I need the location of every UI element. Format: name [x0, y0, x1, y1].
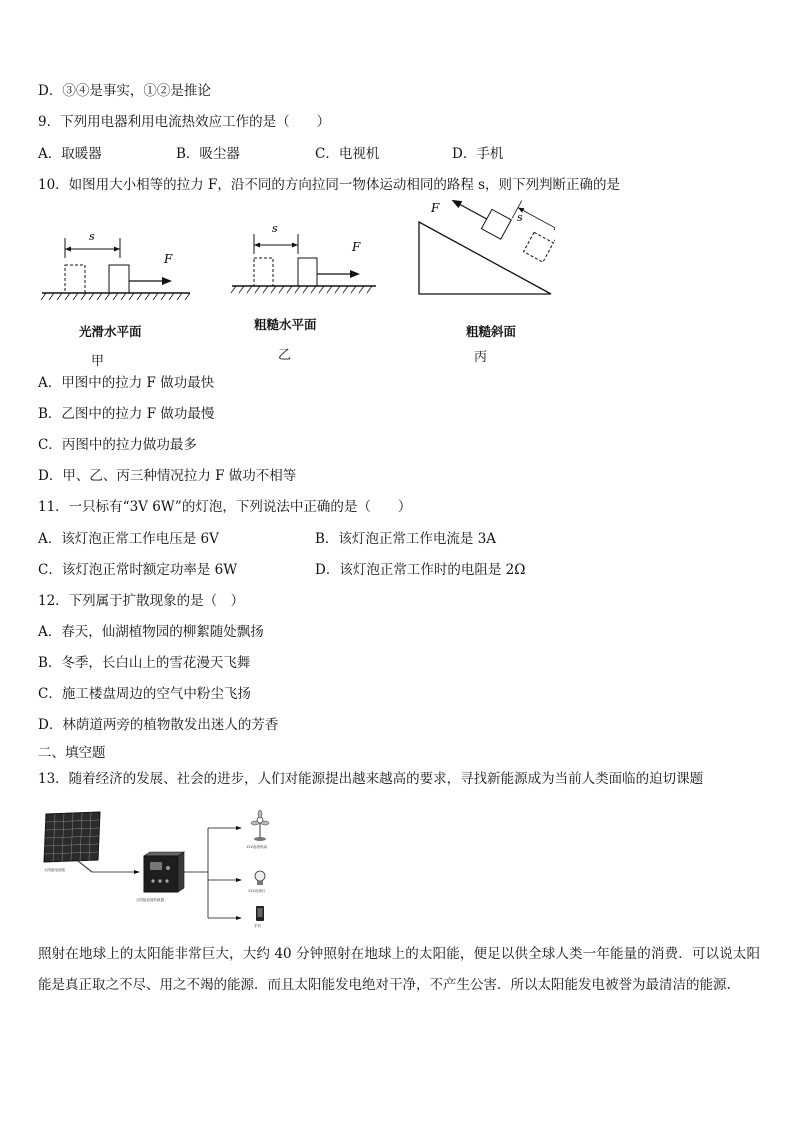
q8-option-d: D．③④是事实，①②是推论 [38, 83, 211, 99]
section-fill-in-heading: 二、填空题 [38, 745, 106, 761]
figure-jia-label: 甲 [91, 354, 105, 369]
q9-option-a: A．取暖器 [38, 146, 102, 162]
q11-stem: 11．一只标有“3V 6W”的灯泡，下列说法中正确的是（ ） [38, 499, 412, 515]
bulb-icon [255, 871, 265, 885]
figure-yi-caption: 粗糙水平面 [254, 317, 317, 332]
q12-stem: 12．下列属于扩散现象的是（ ） [38, 593, 245, 609]
figure-yi [230, 220, 380, 300]
bing-s-label: s [517, 211, 523, 224]
load-fan-label: 12V直流风扇 [246, 845, 267, 849]
figure-bing [415, 198, 555, 298]
phone-icon [256, 906, 264, 921]
yi-f-label: F [352, 240, 361, 254]
fan-icon [251, 810, 269, 841]
q11-option-b: B．该灯泡正常工作电流是 3A [315, 531, 497, 547]
q11-option-c: C．该灯泡正常时额定功率是 6W [38, 562, 238, 578]
figure-bing-caption: 粗糙斜面 [466, 324, 517, 339]
q11-option-d: D．该灯泡正常工作时的电阻是 2Ω [315, 562, 526, 578]
load-phone-label: 手机 [254, 924, 261, 928]
figure-jia-caption: 光滑水平面 [79, 324, 142, 339]
controller-label: 太阳能直流转换器 [136, 898, 164, 902]
yi-s-label: s [272, 222, 278, 235]
q9-option-c: C．电视机 [315, 146, 380, 162]
q10-stem: 10．如图用大小相等的拉力 F，沿不同的方向拉同一物体运动相同的路程 s，则下列判断正确的是 [38, 177, 621, 193]
q10-option-a: A．甲图中的拉力 F 做功最快 [38, 375, 215, 391]
q9-option-b: B．吸尘器 [176, 146, 240, 162]
figure-jia [38, 218, 198, 308]
q10-option-c: C．丙图中的拉力做功最多 [38, 437, 197, 453]
q13-stem: 13．随着经济的发展、社会的进步，人们对能源提出越来越高的要求，寻找新能源成为当前人类面临的迫切课题 [38, 771, 704, 787]
q9-option-d: D．手机 [452, 146, 504, 162]
controller-box-icon [144, 852, 184, 892]
q12-option-a: A．春天，仙湖植物园的柳絮随处飘扬 [38, 624, 264, 640]
load-lamp-label: 12V直流灯 [248, 889, 266, 893]
q9-stem: 9．下列用电器利用电流热效应工作的是（ ） [38, 114, 331, 130]
figure-solar-system [38, 808, 318, 930]
panel-label: 太阳能电池板 [44, 868, 65, 872]
q11-option-a: A．该灯泡正常工作电压是 6V [38, 531, 219, 547]
jia-f-label: F [164, 252, 173, 266]
q12-option-d: D．林荫道两旁的植物散发出迷人的芳香 [38, 717, 279, 733]
q10-option-b: B．乙图中的拉力 F 做功最慢 [38, 406, 215, 422]
q10-option-d: D．甲、乙、丙三种情况拉力 F 做功不相等 [38, 468, 297, 484]
figure-bing-label: 丙 [474, 350, 488, 365]
jia-s-label: s [89, 230, 95, 243]
bing-f-label: F [431, 201, 440, 215]
q13-paragraph: 照射在地球上的太阳能非常巨大，大约 40 分钟照射在地球上的太阳能，便足以供全球人类一年能量的消费．可以说太阳能是真正取之不尽、用之不竭的能源．而且太阳能发电绝对干净，不产生公害．所以太阳能发电被誉为最清洁的能源. [38, 946, 760, 993]
figure-yi-label: 乙 [278, 348, 292, 363]
q12-option-c: C．施工楼盘周边的空气中粉尘飞扬 [38, 686, 251, 702]
solar-panel-icon [44, 812, 100, 872]
q12-option-b: B．冬季，长白山上的雪花漫天飞舞 [38, 655, 251, 671]
